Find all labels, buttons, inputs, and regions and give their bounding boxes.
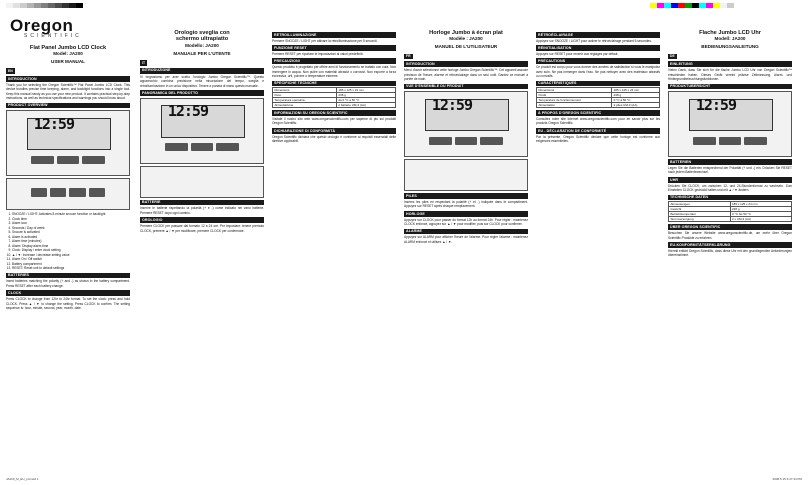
section-title: HORLOGE (404, 211, 528, 217)
color-swatch (720, 3, 727, 8)
section-title: INTRODUCTION (6, 76, 130, 82)
spec-table (272, 87, 396, 108)
list-item: 7. Alarm time (minutes) (12, 239, 130, 244)
color-swatch (69, 3, 76, 8)
section-text: Ce produit est conçu pour vous donner des années de satisfaction si vous le manipulez avec soin. Ne pas immerger dans l'eau. Ne pas nettoyer avec des matériaux abrasifs ou corrosifs. (536, 65, 660, 79)
color-swatch (27, 3, 34, 8)
section-text: Drücken Sie CLOCK, um zwischen 12- und 24-Stundenformat zu wechseln. Zum Einstellen CLOCK gedrückt halten und mit ▲ / ▼ ändern. (668, 183, 792, 193)
manual-title: USER MANUAL (51, 58, 85, 64)
brand-sub: SCIENTIFIC (24, 33, 82, 39)
color-swatch (727, 3, 734, 8)
section-text: Insérez les piles en respectant la polarité (+ et -) indiquée dans le compartiment. Appuyez sur RESET après chaque remplacement. (404, 199, 528, 209)
color-swatch (41, 3, 48, 8)
table-row: Stromversorgung 2 x UM-3 (AA) (669, 217, 792, 222)
color-swatch (650, 3, 657, 8)
table-row: Dimensioni 185 x 125 x 24 mm (273, 88, 396, 93)
color-swatch (13, 3, 20, 8)
print-slug-date: 2008.5.15 5:47:34 PM (772, 477, 802, 481)
button-row (165, 143, 238, 151)
button-row (429, 137, 502, 145)
section-text: Hiermit erklärt Oregon Scientific, dass diese Uhr mit den grundlegenden Anforderungen übereinstimmt. (668, 248, 792, 258)
lcd-time: 12:59 (167, 101, 208, 120)
section-text: Merci d'avoir sélectionné cette horloge Jumbo Oregon Scientific™. Cet appareil associe précision de l'heure, alarme et rétroéclairage dans un seul outil. Gardez ce manuel à portée de main. (404, 68, 528, 82)
language-tab-de: DE (670, 54, 675, 59)
clock-back-diagram (6, 178, 130, 210)
product-title: Flat Panel Jumbo LCD Clock (29, 44, 107, 51)
clock-back-diagram (404, 159, 528, 191)
color-swatch (48, 3, 55, 8)
section-text: Press CLOCK to change from 12hr to 24hr format. To set the clock: press and hold CLOCK. Press ▲ / ▼ to change the setting. Press CLOCK to confirm. The setting sequence is: hour, minute, second, year, month, date. (6, 297, 130, 311)
lcd-time: 12:59 (695, 95, 736, 114)
table-row: Dimensions 185 x 125 x 24 mm (537, 88, 660, 93)
language-tab-it: IT (142, 60, 146, 65)
list-item: 10. ▲ / ▼: Increase / decrease setting value (12, 253, 130, 258)
column-english (6, 14, 130, 311)
lcd-time: 12:59 (33, 114, 74, 133)
gray-swatch-strip (6, 3, 83, 8)
section-title: PRÉCAUTIONS (536, 58, 660, 64)
color-swatch (664, 3, 671, 8)
list-item: 6. Alarm is activated (12, 235, 130, 240)
section-title: TECHNISCHE DATEN (668, 195, 792, 201)
product-model: Modello: JA200 (185, 42, 219, 48)
section-text: Questo prodotto è progettato per offrire anni di funzionamento se trattato con cura. Non immergere in acqua. Non pulire con materiali abrasivi o corrosivi. Non esporre a forza eccessiva, urti, polvere o temperature estreme. (272, 65, 396, 79)
product-heading (6, 45, 130, 57)
color-swatch (713, 3, 720, 8)
spec-table (536, 87, 660, 108)
section-text: Visitate il nostro sito web www.oregonscientific.com per saperne di più sui prodotti Oregon Scientific. (272, 116, 396, 126)
column-italian-2 (272, 30, 396, 144)
color-swatch (55, 3, 62, 8)
button-row (31, 156, 104, 164)
section-title: EU - DÉCLARATION DE CONFORMITÉ (536, 128, 660, 134)
table-row: Alimentation 2 piles UM-3 (AA) (537, 103, 660, 108)
product-title: Orologio sveglia con (174, 30, 230, 36)
product-model: Modèle : JA200 (449, 36, 483, 42)
product-heading (140, 30, 264, 49)
section-text: Legen Sie die Batterien entsprechend der Polarität (+ und -) ein. Drücken Sie RESET nach jedem Batteriewechsel. (668, 165, 792, 175)
section-text: Appuyez sur CLOCK pour passer du format 12h au format 24h. Pour régler : maintenez CLOCK enfoncé, appuyez sur ▲ / ▼ pour modifier, puis sur CLOCK pour confirmer. (404, 217, 528, 227)
section-text: Vielen Dank, dass Sie sich für die flache Jumbo LCD Uhr von Oregon Scientific™ entschieden haben. Dieses Gerät vereint präzise Zeitmessung, Alarm- und Hintergrundbeleuchtungsfunktionen. (668, 68, 792, 82)
product-model: Modell: JA200 (714, 36, 746, 42)
color-swatch (34, 3, 41, 8)
list-item: 2. Clock time (12, 217, 130, 222)
product-model: Model: JA200 (53, 50, 83, 56)
color-swatch (699, 3, 706, 8)
table-row: Poids 238 g (537, 93, 660, 98)
section-text: Appuyez sur SNOOZE / LIGHT pour activer le rétroéclairage pendant 5 secondes. (536, 38, 652, 43)
section-title: INFORMAZIONI SU OREGON SCIENTIFIC (272, 110, 396, 116)
section-title: BATTERIE (140, 200, 264, 206)
color-swatch (6, 3, 13, 8)
section-text: Inserire le batterie rispettando la polarità (+ e -) come indicato nel vano batterie. Premere RESET dopo ogni cambio. (140, 206, 264, 215)
section-text: Insert batteries matching the polarity (+ and -) as shown in the battery compartment. Press RESET after each battery change. (6, 279, 130, 288)
overview-list (6, 212, 130, 271)
section-text: Premere SNOOZE / LIGHT per attivare la retroilluminazione per 5 secondi. (272, 38, 378, 43)
clock-back-diagram (140, 166, 264, 198)
section-title: CLOCK (6, 290, 130, 296)
section-title: À PROPOS D'OREGON SCIENTIFIC (536, 110, 660, 116)
table-row: Abmessungen 185 x 125 x 24 mm (669, 202, 792, 207)
lcd-time: 12:59 (431, 95, 472, 114)
column-french-2 (536, 30, 660, 144)
list-item: 4. Seconds / Day of week (12, 226, 130, 231)
section-title: INTRODUZIONE (140, 68, 264, 74)
color-swatch (706, 3, 713, 8)
brand-name: Oregon (10, 16, 74, 35)
section-text: Premere CLOCK per passare dal formato 12 a 24 ore. Per impostare: tenere premuto CLOCK, premere ▲ / ▼ per modificare, premere CLOCK per confermare. (140, 224, 264, 233)
section-text: Thank you for selecting the Oregon Scientific™ Flat Panel Jumbo LCD Clock. This device bundles precise time keeping, alarm, and backlight functions into a single tool. Keep this manual handy as you use your new product. It contains practical step-by-step instructions, as well as technical specifications and warnings you should know about. (6, 82, 130, 101)
list-item: 5. Snooze is activated (12, 230, 130, 235)
table-row: Alimentazione 2 batterie UM-3 (AA) (273, 103, 396, 108)
manual-title: BEDIENUNGSANLEITUNG (701, 44, 759, 50)
list-item: 12. Battery compartment (12, 262, 130, 267)
color-swatch (657, 3, 664, 8)
section-text: Par la présente, Oregon Scientific déclare que cette horloge est conforme aux exigences essentielles. (536, 134, 660, 144)
table-row: Betriebstemperatur 0 °C bis 50 °C (669, 212, 792, 217)
language-tab-en: EN (8, 68, 13, 73)
color-swatch-strip (650, 3, 734, 8)
section-title: OROLOGIO (140, 217, 264, 223)
product-title-2: schermo ultrapiatto (175, 36, 229, 43)
section-text: Consultez notre site internet www.oregonscientific.com pour en savoir plus sur les produits Oregon Scientific. (536, 116, 660, 126)
product-title: Flache Jumbo LCD Uhr (699, 30, 761, 36)
brand-logo (10, 18, 130, 34)
section-title: PRECAUZIONI (272, 58, 396, 64)
list-item: 3. Alarm icon (12, 221, 130, 226)
clock-front-diagram (404, 91, 528, 157)
table-row: Temperatura operativa da 0 °C a 50 °C (273, 98, 396, 103)
list-item: 11. Alarm On / Off switch (12, 257, 130, 262)
product-heading (668, 30, 792, 42)
section-title: CARACTÉRISTIQUES (536, 81, 660, 87)
section-title: PANORAMICA DEL PRODOTTO (140, 90, 264, 96)
manual-title: MANUALE PER L'UTENTE (173, 50, 231, 56)
column-italian (140, 30, 264, 233)
table-row: Peso 238 g (273, 93, 396, 98)
clock-front-diagram (6, 110, 130, 176)
section-title: EINLEITUNG (668, 61, 792, 67)
section-title: VUE D'ENSEMBLE DU PRODUIT (404, 84, 528, 90)
section-title: BATTERIEN (668, 159, 792, 165)
product-heading (404, 30, 528, 42)
section-title: FUNZIONE RESET (272, 45, 396, 51)
section-text: Vi ringraziamo per aver scelto l'orologio Jumbo Oregon Scientific™. Questo apparecchio combina precisione nella misurazione del tempo, sveglia e retroilluminazione in un unico dispositivo. Tenere a portata di mano questo manuale. (140, 74, 264, 88)
section-title: ALARME (404, 229, 528, 235)
table-row: Gewicht 238 g (669, 207, 792, 212)
table-row: Température de fonctionnement 0 °C à 50 °C (537, 98, 660, 103)
section-title: SPECIFICHE TECNICHE (272, 81, 396, 87)
color-swatch (678, 3, 685, 8)
section-title: ÜBER OREGON SCIENTIFIC (668, 224, 792, 230)
section-title: INTRODUCTION (404, 61, 528, 67)
product-title: Horloge Jumbo à écran plat (429, 30, 503, 36)
column-german (668, 30, 792, 258)
column-french (404, 30, 528, 244)
print-slug-file: JA200_M_EU_pd.indd 1 (6, 477, 39, 481)
manual-title: MANUEL DE L'UTILISATEUR (434, 44, 498, 50)
section-title: RÉINITIALISATION (536, 45, 660, 51)
section-title: RETROILLUMINAZIONE (272, 32, 396, 38)
clock-front-diagram (140, 98, 264, 164)
color-swatch (62, 3, 69, 8)
section-title: DICHIARAZIONE DI CONFORMITÀ (272, 128, 396, 134)
language-tab-fr: FR (406, 54, 411, 59)
section-text: Premere RESET per riportare le impostazioni ai valori predefiniti. (272, 51, 364, 56)
section-title: PRODUKTÜBERSICHT (668, 84, 792, 90)
section-text: Appuyez sur RESET pour revenir aux réglages par défaut. (536, 51, 619, 56)
list-item: 9. Clock: Display / enter clock setting (12, 248, 130, 253)
clock-front-diagram (668, 91, 792, 157)
section-title: EU-KONFORMITÄTSERKLÄRUNG (668, 242, 792, 248)
section-text: Oregon Scientific dichiara che questo orologio è conforme ai requisiti essenziali delle direttive applicabili. (272, 134, 396, 144)
section-text: Besuchen Sie unsere Website www.oregonscientific.de, um mehr über Oregon Scientific Produkte zu erfahren. (668, 231, 792, 240)
color-swatch (692, 3, 699, 8)
section-title: PRODUCT OVERVIEW (6, 103, 130, 109)
color-swatch (685, 3, 692, 8)
list-item: 1. SNOOZE / LIGHT: Activates 8-minute snooze function or backlight (12, 212, 130, 217)
section-text: Appuyez sur ALARM pour afficher l'heure de l'alarme. Pour régler l'alarme : maintenez ALARM enfoncé et utilisez ▲ / ▼. (404, 235, 528, 244)
color-swatch (76, 3, 83, 8)
back-buttons (31, 188, 104, 197)
color-swatch (671, 3, 678, 8)
color-swatch (20, 3, 27, 8)
button-row (693, 137, 766, 145)
section-title: PILES (404, 193, 528, 199)
list-item: 8. Alarm: Display alarm time (12, 244, 130, 249)
spec-table (668, 201, 792, 222)
section-title: BATTERIES (6, 273, 130, 279)
list-item: 13. RESET: Reset unit to default settings (12, 266, 130, 271)
section-title: UHR (668, 177, 792, 183)
section-title: RÉTROÉCLAIRAGE (536, 32, 660, 38)
